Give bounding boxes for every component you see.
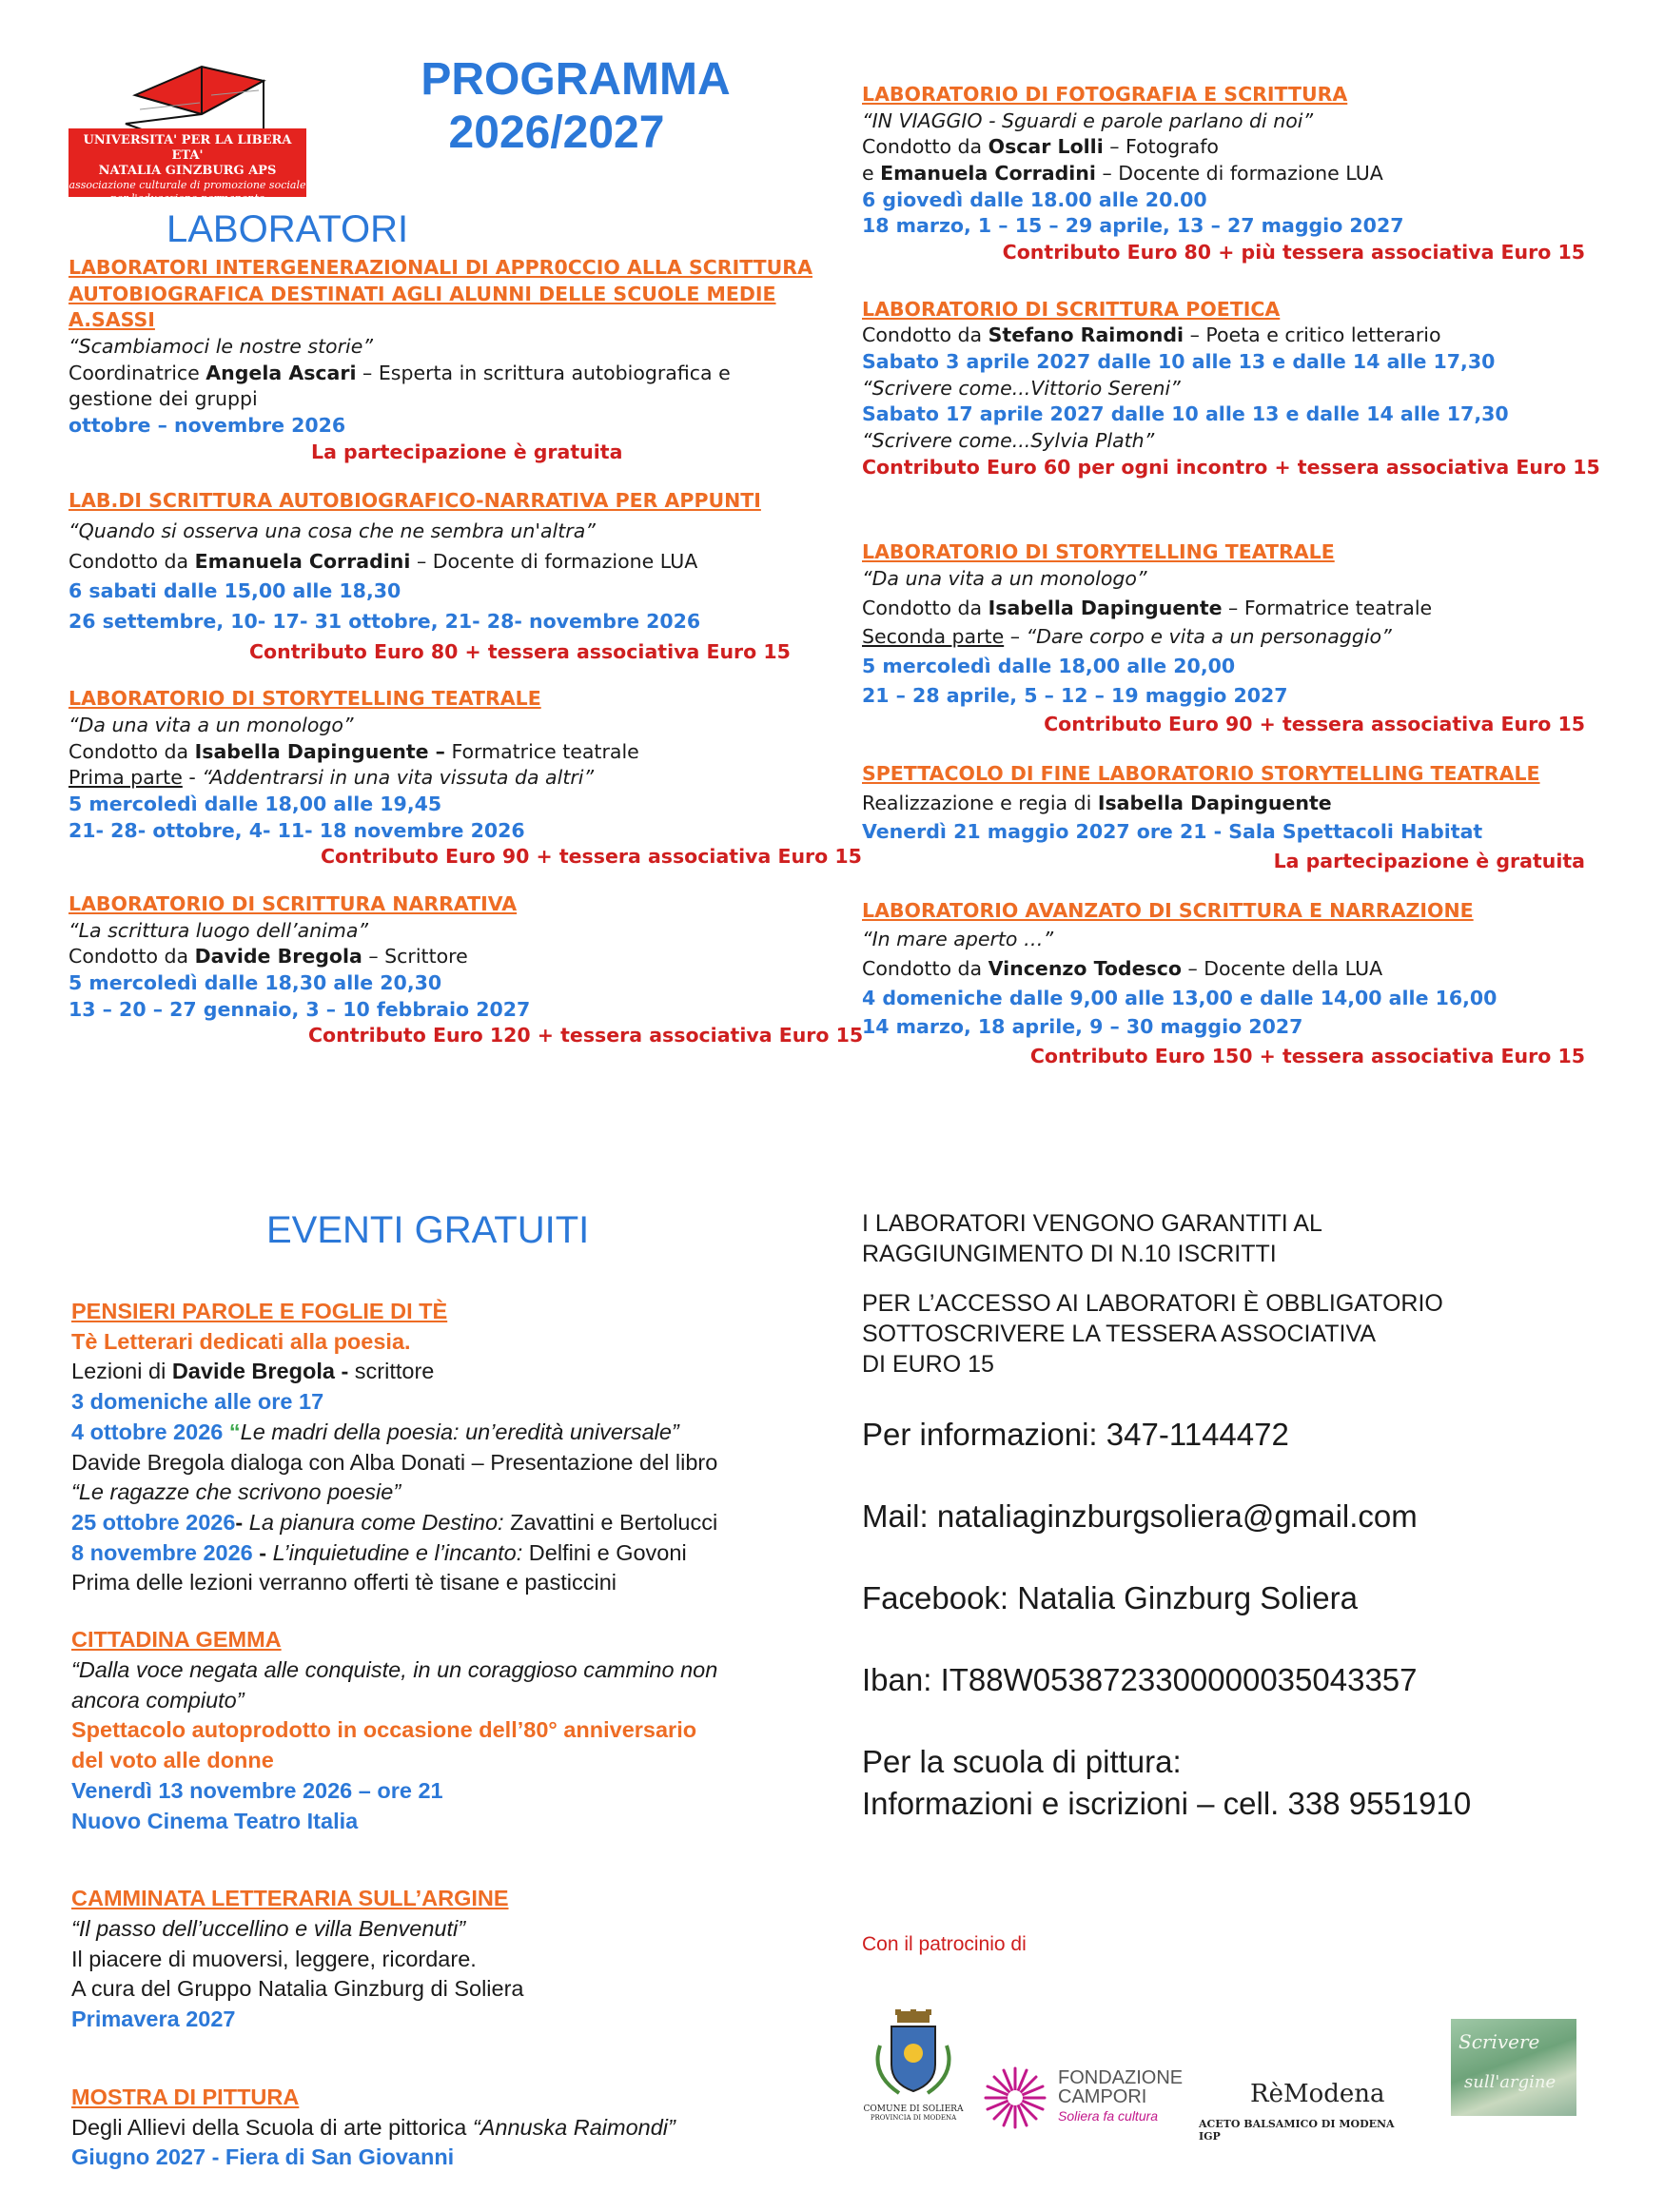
lab-quote: “Scrivere come...Vittorio Sereni”	[862, 376, 1181, 400]
lead-pre: Condotto da	[862, 135, 989, 159]
lead-post: scrittore	[348, 1359, 435, 1384]
open-quote: “	[228, 1419, 241, 1444]
lab-date: ottobre – novembre 2026	[69, 414, 346, 438]
event-line: A cura del Gruppo Natalia Ginzburg di Soliera	[71, 1976, 524, 2002]
lead-pre: Condotto da	[69, 549, 195, 573]
program-title	[400, 53, 752, 160]
events-heading: EVENTI GRATUITI	[266, 1209, 590, 1251]
lab-schedule: 5 mercoledì dalle 18,30 alle 20,30	[69, 971, 442, 995]
event-date: Venerdì 13 novembre 2026 – ore 21	[71, 1777, 443, 1803]
event-desc: del voto alle donne	[71, 1748, 274, 1773]
lab-quote: “Da una vita a un monologo”	[69, 714, 354, 737]
lab-quote: “Scrivere come...Sylvia Plath”	[862, 429, 1155, 453]
lab-dates: 21- 28- ottobre, 4- 11- 18 novembre 2026	[69, 818, 525, 842]
lead-name: Isabella Dapinguente	[1097, 791, 1332, 814]
lab-part	[69, 765, 792, 792]
lead-pre: Condotto da	[862, 323, 989, 347]
fondazione-tagline: Soliera fa cultura	[1058, 2108, 1159, 2124]
lab-dates: 18 marzo, 1 – 15 – 29 aprile, 13 – 27 maggio 2027	[862, 214, 1404, 238]
event-date-1-line-3: “Le ragazze che scrivono poesie”	[71, 1479, 401, 1505]
line-italic: “Annuska Raimondi”	[472, 2114, 675, 2140]
lab-title: LAB.DI SCRITTURA AUTOBIOGRAFICO-NARRATIVA PER APPUNTI	[69, 489, 761, 513]
lab-scrittura-narrativa	[69, 891, 864, 1049]
mail-info: Mail: nataliaginzburgsoliera@gmail.com	[862, 1498, 1418, 1534]
lab-lead	[862, 323, 1585, 349]
event-note: Prima delle lezioni verranno offerti tè tisane e pasticcini	[71, 1570, 617, 1595]
lead-post: – Scrittore	[362, 945, 468, 969]
lab-dates: 26 settembre, 10- 17- 31 ottobre, 21- 28- novembre 2026	[69, 610, 701, 634]
lab-lead-cont: gestione dei gruppi	[69, 387, 258, 411]
lab-title: LABORATORIO DI SCRITTURA NARRATIVA	[69, 892, 518, 916]
event-title: PENSIERI PAROLE E FOGLIE DI TÈ	[71, 1299, 448, 1323]
event-line	[71, 2113, 813, 2143]
event-title: MOSTRA DI PITTURA	[71, 2084, 300, 2109]
lead-post: – Fotografo	[1103, 135, 1219, 159]
lead-pre: Coordinatrice	[69, 361, 206, 384]
facebook-info: Facebook: Natalia Ginzburg Soliera	[862, 1580, 1358, 1615]
lead-pre: Realizzazione e regia di	[862, 791, 1098, 814]
event-pensieri	[71, 1297, 813, 1598]
part-label: Prima parte	[69, 766, 183, 790]
lab-cost: Contributo Euro 80 + più tessera associativa Euro 15	[1002, 241, 1585, 264]
event-date-3	[71, 1538, 813, 1569]
events-column	[71, 1297, 813, 2173]
lead-name: Oscar Lolli	[988, 135, 1104, 159]
scrivere-line-1: Scrivere	[1458, 2030, 1540, 2053]
part-sep: -	[182, 766, 203, 790]
lab-cost: La partecipazione è gratuita	[311, 440, 623, 463]
spettacolo-fine-laboratorio	[862, 761, 1585, 875]
logo-line-2: NATALIA GINZBURG APS	[98, 164, 277, 178]
program-title-line-1: PROGRAMMA	[421, 54, 731, 105]
part-text: “Dare corpo e vita a un personaggio”	[1026, 625, 1392, 649]
lead-post: – Esperta in scrittura autobiografica e	[356, 361, 731, 384]
lab-lead-2	[862, 161, 1585, 187]
guarantee-note	[862, 1208, 1623, 1269]
event-date-2	[71, 1508, 813, 1538]
association-logo	[69, 57, 311, 205]
event-date: Primavera 2027	[71, 2006, 236, 2032]
event-lead	[71, 1357, 813, 1387]
lab-quote: “In mare aperto …”	[862, 928, 1054, 951]
lab-title: LABORATORIO DI SCRITTURA POETICA	[862, 297, 1281, 321]
date-text: Le madri della poesia: un’eredità universale”	[240, 1419, 679, 1444]
laboratori-heading: LABORATORI	[166, 208, 409, 250]
part-label: Seconda parte	[862, 625, 1005, 649]
info-column	[862, 1208, 1623, 1825]
access-line: SOTTOSCRIVERE LA TESSERA ASSOCIATIVA	[862, 1321, 1376, 1347]
event-quote: “Dalla voce negata alle conquiste, in un coraggioso cammino non	[71, 1656, 718, 1682]
logo-line-4: per l'educazione permanente	[109, 192, 265, 205]
lab-quote: “Quando si osserva una cosa che ne sembra un'altra”	[69, 519, 596, 543]
event-title: CITTADINA GEMMA	[71, 1627, 282, 1653]
event-gemma	[71, 1625, 813, 1836]
lab-title: AUTOBIOGRAFICA DESTINATI AGLI ALUNNI DELLE SCUOLE MEDIE	[69, 282, 776, 305]
event-subtitle: Tè Letterari dedicati alla poesia.	[71, 1328, 411, 1354]
lab-quote: “Scambiamoci le nostre storie”	[69, 335, 373, 359]
part-sep: –	[1004, 625, 1027, 649]
lead-name: Davide Bregola -	[171, 1359, 349, 1384]
lead-post: – Docente di formazione LUA	[410, 549, 698, 573]
lead-name: Davide Bregola	[194, 945, 362, 969]
lab-lead	[862, 134, 1585, 161]
line-pre: Degli Allievi della Scuola di arte pittorica	[71, 2114, 473, 2140]
access-line: DI EURO 15	[862, 1351, 994, 1378]
phone-info: Per informazioni: 347-1144472	[862, 1417, 1289, 1452]
date: 8 novembre 2026	[71, 1539, 253, 1565]
event-mostra	[71, 2083, 813, 2173]
lab-lead	[69, 944, 792, 970]
event-date-1	[71, 1418, 813, 1448]
lab-title: A.SASSI	[69, 308, 155, 332]
lead2-name: Emanuela Corradini	[880, 162, 1096, 186]
dash: -	[252, 1539, 273, 1565]
fondazione-line-1: FONDAZIONE	[1058, 2067, 1184, 2088]
lead-name: Isabella Dapinguente –	[194, 739, 445, 763]
event-desc: Spettacolo autoprodotto in occasione dell’80° anniversario	[71, 1717, 697, 1743]
event-line: Il piacere di muoversi, leggere, ricordare.	[71, 1946, 477, 1971]
date-rest: Delfini e Govoni	[522, 1539, 687, 1565]
school-info-title: Per la scuola di pittura:	[862, 1744, 1182, 1779]
lead-post: – Formatrice teatrale	[1222, 596, 1433, 619]
lab-schedule: 6 giovedì dalle 18.00 alle 20.00	[862, 187, 1207, 211]
lead-name: Isabella Dapinguente	[988, 596, 1223, 619]
event-date-1-line-2: Davide Bregola dialoga con Alba Donati – Presentazione del libro	[71, 1449, 718, 1475]
event-quote: “Il passo dell’uccellino e villa Benvenuti”	[71, 1915, 466, 1941]
lab-storytelling-1	[69, 686, 862, 871]
guarantee-line: I LABORATORI VENGONO GARANTITI AL	[862, 1210, 1322, 1237]
lab-lead	[69, 361, 792, 387]
date-title: L’inquietudine e l’incanto:	[272, 1539, 523, 1565]
lab-cost: Contributo Euro 80 + tessera associativa Euro 15	[249, 639, 791, 663]
comune-soliera-logo	[861, 2007, 966, 2131]
lead-name: Stefano Raimondi	[988, 323, 1184, 347]
program-title-line-2: 2026/2027	[448, 108, 665, 158]
fondazione-line-2: CAMPORI	[1058, 2086, 1147, 2107]
coat-of-arms-icon	[861, 2007, 966, 2101]
dash: -	[235, 1510, 249, 1536]
lab-poetica	[862, 297, 1600, 481]
remodena-logo	[1199, 2080, 1418, 2143]
lab-intergenerazionali	[69, 255, 812, 465]
lab-lead	[862, 596, 1585, 622]
lab-title: LABORATORIO DI FOTOGRAFIA E SCRITTURA	[862, 83, 1348, 106]
lab-schedule: 5 mercoledì dalle 18,00 alle 20,00	[862, 655, 1236, 678]
lab-lead	[862, 791, 1585, 817]
lead-pre: Condotto da	[69, 739, 195, 763]
lab-lead	[69, 549, 792, 576]
lab-dates: 14 marzo, 18 aprile, 9 – 30 maggio 2027	[862, 1015, 1303, 1039]
lab-cost: Contributo Euro 90 + tessera associativa Euro 15	[1044, 713, 1585, 736]
date-title: La pianura come Destino:	[248, 1510, 504, 1536]
date: 4 ottobre 2026	[71, 1419, 229, 1444]
lab-cost: Contributo Euro 120 + tessera associativa Euro 15	[308, 1024, 864, 1047]
lead-pre: Condotto da	[69, 945, 195, 969]
right-labs-column	[862, 82, 1600, 1099]
event-camminata	[71, 1884, 813, 2035]
lab-quote: “La scrittura luogo dell’anima”	[69, 918, 369, 942]
lab-cost: Contributo Euro 150 + tessera associativa Euro 15	[1029, 1045, 1585, 1068]
lab-title: LABORATORIO DI STORYTELLING TEATRALE	[862, 540, 1335, 564]
lab-cost: Contributo Euro 60 per ogni incontro + tessera associativa Euro 15	[862, 455, 1600, 479]
lab-cost: Contributo Euro 90 + tessera associativa Euro 15	[321, 845, 862, 869]
lab-part	[862, 624, 1585, 651]
lab-cost: La partecipazione è gratuita	[1273, 850, 1585, 873]
lab-title: LABORATORIO DI STORYTELLING TEATRALE	[69, 687, 541, 711]
logo-line-1: UNIVERSITA' PER LA LIBERA ETA'	[83, 133, 292, 163]
lead-pre: Lezioni di	[71, 1359, 172, 1384]
date-rest: Zavattini e Bertolucci	[503, 1510, 718, 1536]
lab-date: Venerdì 21 maggio 2027 ore 21 - Sala Spettacoli Habitat	[862, 820, 1483, 844]
lab-autobiografico	[69, 488, 792, 665]
fondazione-campori-logo	[980, 2063, 1208, 2129]
lab-schedule: 5 mercoledì dalle 18,00 alle 19,45	[69, 793, 442, 816]
lab-fotografia	[862, 82, 1585, 266]
lab-schedule: 6 sabati dalle 15,00 alle 18,30	[69, 579, 401, 603]
event-place: Nuovo Cinema Teatro Italia	[71, 1808, 359, 1833]
lead-pre: Condotto da	[862, 957, 989, 981]
school-info-contact: Informazioni e iscrizioni – cell. 338 9551910	[862, 1786, 1472, 1821]
lab-dates: 13 – 20 – 27 gennaio, 3 – 10 febbraio 2027	[69, 997, 531, 1021]
lead-name: Angela Ascari	[206, 361, 357, 384]
part-text: “Addentrarsi in una vita vissuta da altri”	[202, 766, 595, 790]
lab-storytelling-2	[862, 539, 1585, 738]
access-line: PER L’ACCESSO AI LABORATORI È OBBLIGATORIO	[862, 1290, 1443, 1317]
lab-avanzato	[862, 898, 1585, 1070]
aceto-label: ACETO BALSAMICO DI MODENA IGP	[1199, 2118, 1395, 2143]
lead-name: Emanuela Corradini	[194, 549, 411, 573]
lab-date: Sabato 3 aprile 2027 dalle 10 alle 13 e dalle 14 alle 17,30	[862, 350, 1496, 374]
lab-dates: 21 – 28 aprile, 5 – 12 – 19 maggio 2027	[862, 683, 1288, 707]
lab-title: SPETTACOLO DI FINE LABORATORIO STORYTELLING TEATRALE	[862, 762, 1540, 786]
patronage-label: Con il patrocinio di	[862, 1933, 1027, 1955]
lab-title: LABORATORIO AVANZATO DI SCRITTURA E NARRAZIONE	[862, 898, 1474, 922]
scrivere-sullargine-logo	[1451, 2019, 1576, 2116]
lead2-post: – Docente di formazione LUA	[1095, 162, 1383, 186]
lab-lead	[69, 739, 792, 766]
access-note	[862, 1288, 1623, 1380]
lab-title: LABORATORI INTERGENERAZIONALI DI APPR0CCIO ALLA SCRITTURA	[69, 256, 812, 279]
event-title: CAMMINATA LETTERARIA SULL’ARGINE	[71, 1886, 509, 1911]
lab-date: Sabato 17 aprile 2027 dalle 10 alle 13 e dalle 14 alle 17,30	[862, 402, 1509, 426]
left-labs-column	[69, 255, 864, 1078]
lab-quote: “IN VIAGGIO - Sguardi e parole parlano di noi”	[862, 108, 1314, 132]
remodena-name: RèModena	[1250, 2080, 1385, 2108]
comune-province: PROVINCIA DI MODENA	[870, 2114, 957, 2122]
comune-name: COMUNE DI SOLIERA	[863, 2104, 964, 2114]
event-date: Giugno 2027 - Fiera di San Giovanni	[71, 2144, 455, 2170]
scrivere-line-2: sull'argine	[1464, 2072, 1556, 2092]
starburst-icon	[980, 2063, 1050, 2133]
date: 25 ottobre 2026	[71, 1510, 236, 1536]
event-quote: ancora compiuto”	[71, 1687, 245, 1713]
lead2-pre: e	[862, 162, 881, 186]
lead-post: – Docente della LUA	[1181, 957, 1383, 981]
logo-line-3: associazione culturale di promozione sociale	[69, 179, 306, 191]
lead-post: Formatrice teatrale	[444, 739, 639, 763]
lab-schedule: 4 domeniche dalle 9,00 alle 13,00 e dalle 14,00 alle 16,00	[862, 986, 1498, 1009]
lead-pre: Condotto da	[862, 596, 989, 619]
event-schedule: 3 domeniche alle ore 17	[71, 1389, 324, 1415]
lead-post: – Poeta e critico letterario	[1184, 323, 1441, 347]
lead-name: Vincenzo Todesco	[988, 957, 1182, 981]
iban-info: Iban: IT88W0538723300000035043357	[862, 1662, 1418, 1697]
guarantee-line: RAGGIUNGIMENTO DI N.10 ISCRITTI	[862, 1241, 1277, 1267]
lab-lead	[862, 956, 1585, 983]
lab-quote: “Da una vita a un monologo”	[862, 567, 1147, 591]
